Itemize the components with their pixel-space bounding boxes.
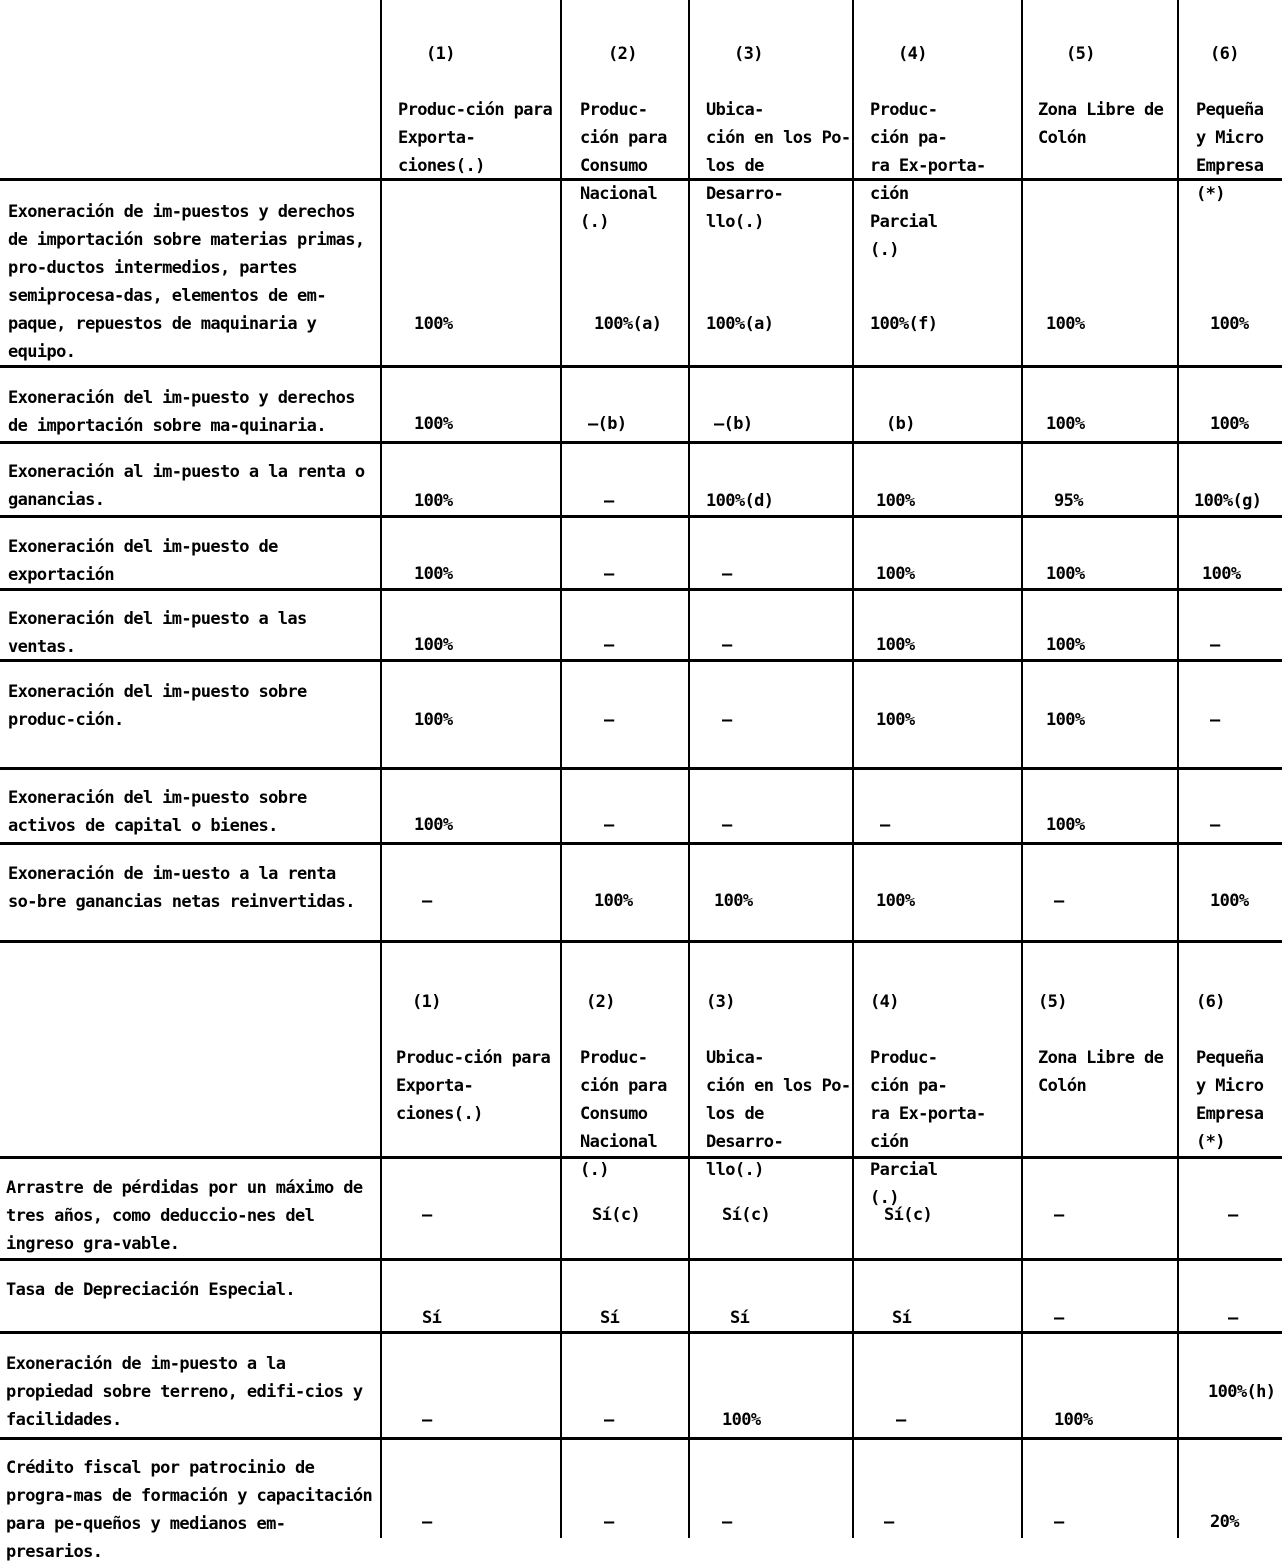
row-value: 100% — [1202, 564, 1241, 584]
column-title: Pequeña y Micro Empresa (*) — [1196, 100, 1264, 204]
column-number: (3) — [734, 44, 763, 64]
row-label: Exoneración del im-puesto a las ventas. — [8, 609, 307, 657]
row-value: 100%(a) — [706, 314, 774, 334]
row-value: 100% — [414, 414, 453, 434]
column-title: Zona Libre de Colón — [1038, 1048, 1164, 1096]
row-divider — [0, 767, 1282, 770]
column-title: Ubica- ción en los Po- los de Desarro- llo(.) — [706, 100, 851, 232]
column-title: Produc- ción pa- ra Ex-porta-ción Parcial (.) — [870, 100, 986, 260]
row-value: — — [722, 635, 732, 655]
row-label: Exoneración del im-puesto y derechos de importación sobre ma-quinaria. — [8, 388, 355, 436]
row-value: — — [422, 1512, 432, 1532]
row-value: Sí — [600, 1308, 620, 1328]
row-label: Arrastre de pérdidas por un máximo de tres años, como deduccio-nes del ingreso gra-vable. — [6, 1178, 363, 1254]
column-title: Produc-ción para Exporta-ciones(.) — [398, 100, 553, 176]
column-header-1-repeat — [396, 960, 558, 1156]
row-value: (b) — [886, 414, 915, 434]
row-value: — — [422, 1205, 432, 1225]
column-header-2 — [580, 12, 686, 264]
row-divider — [0, 940, 1282, 943]
row-label: Exoneración del im-puesto sobre activos de capital o bienes. — [8, 788, 307, 836]
row-value: — — [722, 564, 732, 584]
row-label: Tasa de Depreciación Especial. — [6, 1280, 296, 1300]
column-title: Produc-ción para Exporta-ciones(.) — [396, 1048, 551, 1124]
row-value: — — [1054, 1308, 1064, 1328]
column-number: (1) — [412, 992, 441, 1012]
row-value: — — [1054, 891, 1064, 911]
row-value: — — [1228, 1308, 1238, 1328]
row-value: 100% — [876, 635, 915, 655]
column-title: Zona Libre de Colón — [1038, 100, 1164, 148]
row-value: — — [604, 710, 614, 730]
row-value: — — [1210, 710, 1220, 730]
row-value: — — [722, 1512, 732, 1532]
row-value: 100% — [1054, 1410, 1093, 1430]
row-label: Exoneración al im-puesto a la renta o ganancias. — [8, 462, 365, 510]
column-header-3 — [706, 12, 851, 264]
row-value: — — [604, 635, 614, 655]
column-number: (6) — [1210, 44, 1239, 64]
column-header-4-repeat — [870, 960, 1020, 1240]
row-value: 100% — [594, 891, 633, 911]
row-divider — [0, 1437, 1282, 1440]
row-value: Sí — [422, 1308, 442, 1328]
row-value: 100% — [1046, 414, 1085, 434]
row-value: 100% — [722, 1410, 761, 1430]
row-value: — — [880, 815, 890, 835]
row-value: — — [604, 564, 614, 584]
row-value: — — [1054, 1512, 1064, 1532]
row-divider — [0, 441, 1282, 444]
column-header-6 — [1196, 12, 1280, 236]
row-label: Exoneración del im-puesto sobre produc-ción. — [8, 682, 307, 730]
row-label: Crédito fiscal por patrocinio de progra-mas de formación y capacitación para pe-queños y medianos em-presarios. — [6, 1458, 373, 1562]
row-value: 100% — [714, 891, 753, 911]
row-value: — — [722, 710, 732, 730]
row-value: — — [604, 1512, 614, 1532]
column-number: (6) — [1196, 992, 1225, 1012]
row-value: Sí — [730, 1308, 750, 1328]
row-value: — — [422, 1410, 432, 1430]
row-value: 100% — [1046, 815, 1085, 835]
row-label: Exoneración de im-uesto a la renta so-bre ganancias netas reinvertidas. — [8, 864, 355, 912]
row-value: 100% — [1046, 314, 1085, 334]
row-value: 100% — [876, 891, 915, 911]
row-value: Sí(c) — [592, 1205, 641, 1225]
row-value: 100% — [876, 564, 915, 584]
column-header-6-repeat — [1196, 960, 1280, 1184]
row-value: 100% — [876, 710, 915, 730]
column-header-5-repeat — [1038, 960, 1176, 1128]
column-number: (4) — [870, 992, 899, 1012]
row-value: 100% — [1046, 710, 1085, 730]
row-value: 100%(f) — [870, 314, 938, 334]
row-value: 100% — [414, 635, 453, 655]
row-value: 100%(h) — [1208, 1382, 1276, 1402]
column-title: Produc- ción para Consumo Nacional (.) — [580, 100, 667, 232]
column-title: Produc- ción pa- ra Ex-porta-ción Parcial (.) — [870, 1048, 986, 1208]
row-value: — — [722, 815, 732, 835]
column-number: (5) — [1038, 992, 1067, 1012]
column-header-3-repeat — [706, 960, 851, 1212]
row-value: 100% — [876, 491, 915, 511]
row-divider — [0, 515, 1282, 518]
column-number: (1) — [426, 44, 455, 64]
row-value: — — [896, 1410, 906, 1430]
column-number: (2) — [608, 44, 637, 64]
row-value: — — [1210, 815, 1220, 835]
column-header-5 — [1038, 12, 1176, 180]
row-value: 100% — [1210, 314, 1249, 334]
row-divider — [0, 1331, 1282, 1334]
column-header-4 — [870, 12, 1020, 292]
row-value: 100%(a) — [594, 314, 662, 334]
row-value: — — [1054, 1205, 1064, 1225]
column-number: (4) — [898, 44, 927, 64]
row-value: 100% — [414, 314, 453, 334]
column-number: (5) — [1066, 44, 1095, 64]
column-number: (3) — [706, 992, 735, 1012]
row-label: Exoneración de im-puesto a la propiedad sobre terreno, edifi-cios y facilidades. — [6, 1354, 363, 1430]
row-value: 100% — [1046, 564, 1085, 584]
row-value: 100% — [414, 815, 453, 835]
column-title: Produc- ción para Consumo Nacional (.) — [580, 1048, 667, 1180]
column-number: (2) — [586, 992, 615, 1012]
row-value: Sí(c) — [722, 1205, 771, 1225]
row-value: — — [422, 891, 432, 911]
row-value: —(b) — [714, 414, 753, 434]
row-value: 100% — [414, 710, 453, 730]
row-value: — — [1228, 1205, 1238, 1225]
row-value: 100% — [1210, 891, 1249, 911]
row-value: — — [604, 815, 614, 835]
row-value: — — [604, 491, 614, 511]
column-title: Pequeña y Micro Empresa (*) — [1196, 1048, 1264, 1152]
row-value: 100% — [414, 564, 453, 584]
row-value: Sí(c) — [884, 1205, 933, 1225]
row-value: —(b) — [588, 414, 627, 434]
row-value: 100% — [1210, 414, 1249, 434]
row-value: — — [1210, 635, 1220, 655]
row-divider — [0, 1258, 1282, 1261]
row-value: 100%(d) — [706, 491, 774, 511]
row-value: 100% — [1046, 635, 1085, 655]
row-value: 100% — [414, 491, 453, 511]
row-value: 100%(g) — [1194, 491, 1262, 511]
row-value: 95% — [1054, 491, 1083, 511]
row-divider — [0, 842, 1282, 845]
column-title: Ubica- ción en los Po- los de Desarro- llo(.) — [706, 1048, 851, 1180]
row-label: Exoneración del im-puesto de exportación — [8, 537, 278, 585]
row-value: — — [604, 1410, 614, 1430]
column-header-1 — [398, 12, 558, 208]
row-value: — — [884, 1512, 894, 1532]
row-value: 20% — [1210, 1512, 1239, 1532]
column-header-2-repeat — [580, 960, 686, 1212]
row-label: Exoneración de im-puestos y derechos de importación sobre materias primas, pro-ductos intermedios, partes semiprocesa-das, elementos de em-paque, repuestos de maquinaria y equipo. — [8, 202, 365, 362]
row-value: Sí — [892, 1308, 912, 1328]
